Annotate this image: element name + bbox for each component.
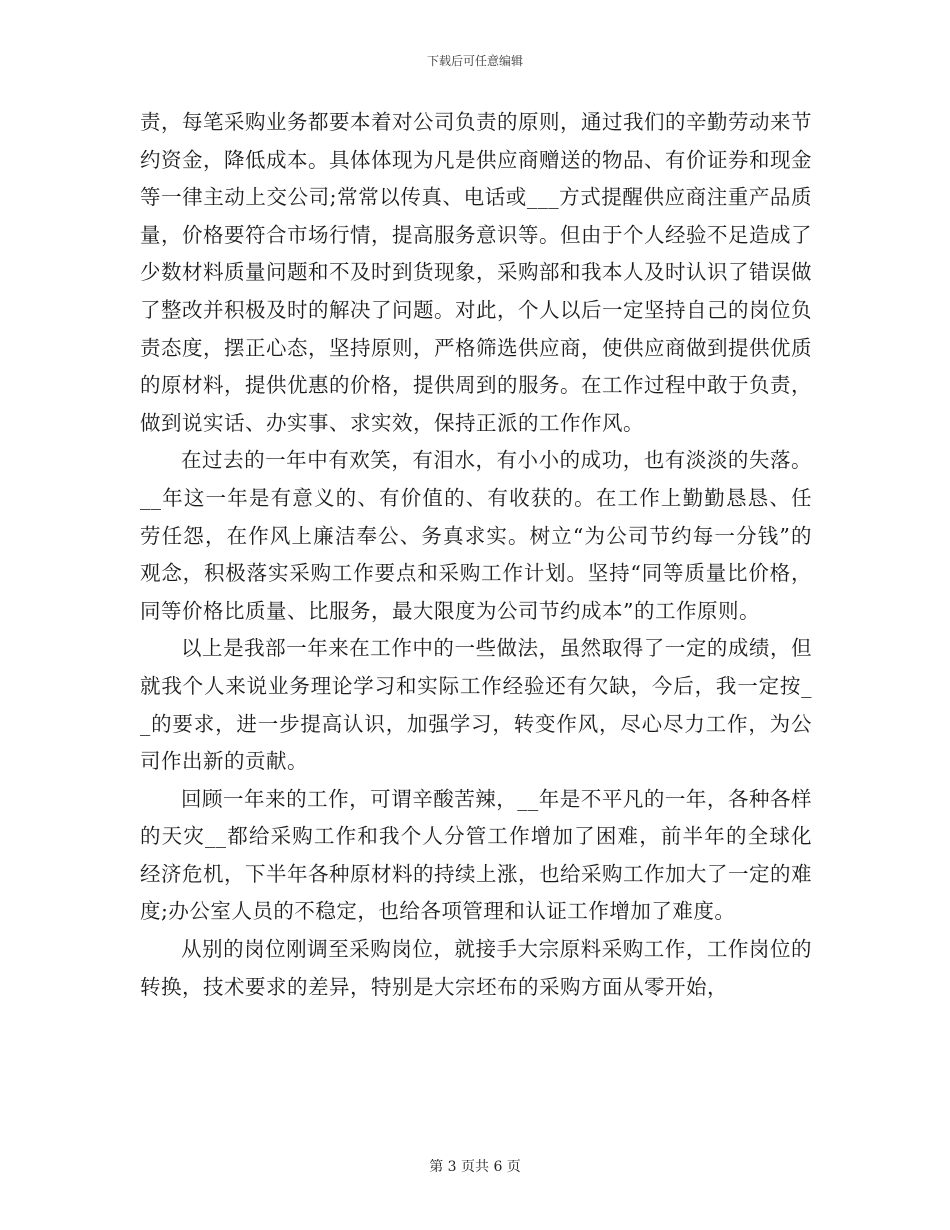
- paragraph-5: 从别的岗位刚调至采购岗位，就接手大宗原料采购工作，工作岗位的转换，技术要求的差异，特别是大宗坯布的采购方面从零开始，: [140, 937, 812, 999]
- paragraph-2: 在过去的一年中有欢笑，有泪水，有小小的成功，也有淡淡的失落。__年这一年是有意义的、有价值的、有收获的。在工作上勤勤恳恳、任劳任怨，在作风上廉洁奉公、务真求实。树立“为公司节约每一分钱”的观念，积极落实采购工作要点和采购工作计划。坚持“同等质量比价格，同等价格比质量、比服务，最大限度为公司节约成本”的工作原则。: [140, 448, 812, 623]
- page-header: 下载后可任意编辑: [426, 54, 523, 68]
- paragraph-4: 回顾一年来的工作，可谓辛酸苦辣，__年是不平凡的一年，各种各样的天灾__都给采购工作和我个人分管工作增加了困难，前半年的全球化经济危机，下半年各种原材料的持续上涨，也给采购工作加大了一定的难度;办公室人员的不稳定，也给各项管理和认证工作增加了难度。: [140, 786, 812, 924]
- document-body: [140, 104, 812, 1006]
- paragraph-3: 以上是我部一年来在工作中的一些做法，虽然取得了一定的成绩，但就我个人来说业务理论学习和实际工作经验还有欠缺，今后，我一定按__的要求，进一步提高认识，加强学习，转变作风，尽心尽力工作，为公司作出新的贡献。: [140, 636, 812, 774]
- paragraph-1: 责，每笔采购业务都要本着对公司负责的原则，通过我们的辛勤劳动来节约资金，降低成本。具体体现为凡是供应商赠送的物品、有价证券和现金等一律主动上交公司;常常以传真、电话或___方式提醒供应商注重产品质量，价格要符合市场行情，提高服务意识等。但由于个人经验不足造成了少数材料质量问题和不及时到货现象，采购部和我本人及时认识了错误做了整改并积极及时的解决了问题。对此，个人以后一定坚持自己的岗位负责态度，摆正心态，坚持原则，严格筛选供应商，使供应商做到提供优质的原材料，提供优惠的价格，提供周到的服务。在工作过程中敢于负责，做到说实话、办实事、求实效，保持正派的工作作风。: [140, 110, 812, 435]
- page-number-footer: 第 3 页共 6 页: [429, 1159, 521, 1175]
